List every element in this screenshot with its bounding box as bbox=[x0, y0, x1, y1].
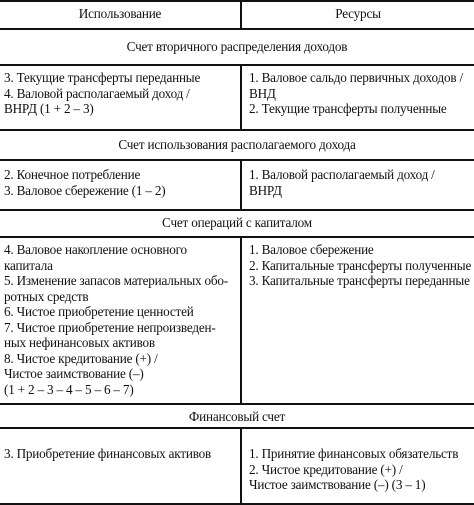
section-resources-cell: 1. Валовое сальдо первичных доходов / ВНД 2. Текущие трансферты полученные bbox=[249, 70, 463, 116]
section-rule bbox=[0, 159, 474, 161]
section-rule bbox=[0, 236, 474, 238]
column-divider bbox=[240, 236, 242, 403]
section-resources-cell: 1. Принятие финансовых обязательств 2. Чистое кредитование (+) / Чистое заимствование (–) (3 – 1) bbox=[249, 446, 459, 492]
header-usage: Использование bbox=[78, 6, 162, 21]
section-usage-cell: 3. Приобретение финансовых активов bbox=[4, 446, 212, 461]
section-usage-cell: 3. Текущие трансферты переданные 4. Валовой располагаемый доход / ВНРД (1 + 2 – 3) bbox=[4, 70, 201, 116]
section-usage-cell: 2. Конечное потребление 3. Валовое сбережение (1 – 2) bbox=[4, 167, 166, 198]
section-rule bbox=[0, 64, 474, 66]
section-resources-cell: 1. Валовое сбережение 2. Капитальные трансферты полученные 3. Капитальные трансферты переданные bbox=[249, 242, 472, 288]
header-bottom-border bbox=[0, 28, 474, 30]
section-rule bbox=[0, 403, 474, 405]
section-rule bbox=[0, 209, 474, 211]
section-title-disposable-income: Счет использования располагаемого дохода bbox=[118, 137, 356, 152]
section-rule bbox=[0, 427, 474, 429]
table-top-border bbox=[0, 0, 474, 2]
section-title-secondary-distribution: Счет вторичного распределения доходов bbox=[126, 39, 348, 54]
column-divider bbox=[240, 159, 242, 209]
section-title-financial-account: Финансовый счет bbox=[188, 409, 286, 424]
header-resources: Ресурсы bbox=[335, 6, 381, 21]
section-rule bbox=[0, 129, 474, 131]
column-divider bbox=[240, 64, 242, 129]
section-resources-cell: 1. Валовой располагаемый доход / ВНРД bbox=[249, 167, 435, 198]
section-usage-cell: 4. Валовое накопление основного капитала 5. Изменение запасов материальных обо- ротных средств 6. Чистое приобретение ценностей 7. Чистое приобретение непроизведен- ных нефинансовых активов 8. Чистое кредитование (+) / Чистое заимствование (–) (1 + 2 – 3 – 4 – 5 – 6 – 7) bbox=[4, 242, 228, 397]
section-title-capital-account: Счет операций с капиталом bbox=[162, 215, 312, 230]
column-divider bbox=[240, 427, 242, 503]
